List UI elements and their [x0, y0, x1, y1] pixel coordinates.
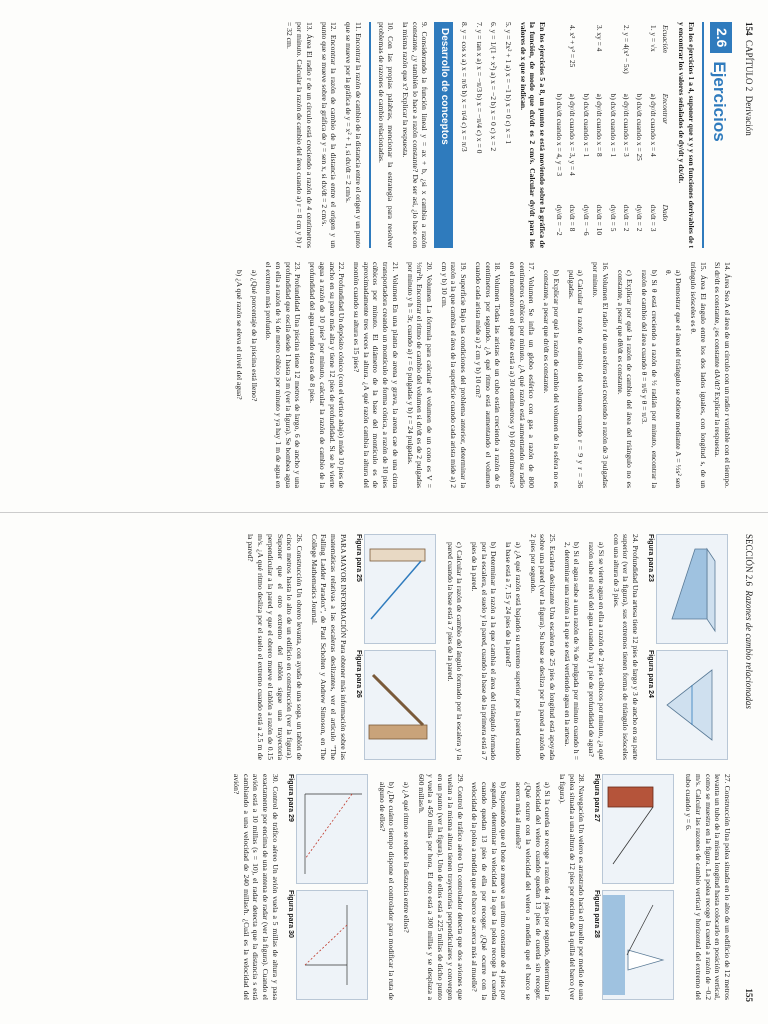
- exercise-27: 27. Construcción Una polea situada en lo alto de un edificio de 12 metros levanta un tubo de la misma longitud hasta colocarlo en posición vertical, como se muestra en la figura. La polea recoge la cuerda a razón de −0.2 m/s. Calcular las razones de cambio vertical y horizontal del extremo del tubo cuando y = 6.: [684, 774, 732, 1000]
- exercise-29b: b) ¿De cuánto tiempo dispone el controlador para modificar la ruta de alguno de ellos?: [377, 782, 397, 1000]
- pool-illustration: [657, 535, 727, 643]
- concepts-heading: Desarrollo de conceptos: [434, 22, 453, 248]
- table-cell: [606, 22, 619, 91]
- exercise-24b: b) Si el agua sube a una razón de ⅜ de pulgada por minuto cuando h = 2, determinar una razón a la que se está vertiendo agua en la artesa.: [562, 542, 582, 760]
- exercise-7: 7. y = tan x a) x = −π/3 b) x = −π/4 c) x = 0: [474, 22, 484, 154]
- table-cell: a) dy/dt cuando x = 4: [648, 93, 658, 157]
- exercise-16b: b) Explicar por qué la razón de cambio del volumen de la esfera no es constante, a pesar que dr/dt es constante.: [542, 270, 561, 488]
- exercise-17: 17. Volumen Se infla un globo esférico con gas a razón de 800 centímetros cúbicos por minuto. ¿A qué razón está aumentando su radio en el momento en el que éste está a a) 30 centímetros y b) 60 centímetros?: [508, 262, 537, 488]
- figures-25-26: [348, 534, 440, 760]
- figure-25-wrap: [348, 534, 440, 644]
- running-header-left: [744, 22, 754, 490]
- figure-23-wrap: [640, 534, 732, 644]
- exercise-10: 10. Con las propias palabras, mencionar la estrategia para resolver problemas de razones de cambio relacionadas.: [376, 22, 396, 248]
- table-cell: dx/dt = 8: [568, 204, 578, 232]
- table-cell: dy/dt = −6: [581, 204, 591, 236]
- table-cell: a) dy/dt cuando x = 3, y = 4: [568, 93, 578, 176]
- table-cell: dx/dt = 2: [622, 204, 632, 232]
- figure-27-wrap: [586, 774, 678, 884]
- column-right-1: [241, 534, 732, 760]
- exercise-21: 21. Volumen En una planta de arena y grava, la arena cae de una cinta transportadora creando un montículo de forma cónica, a razón de 10 pies cúbicos por minuto. El diámetro de la base del montículo es de aproximadamente tres veces la altura. ¿A qué razón cambia la altura del montón cuando su altura es 15 pies?: [352, 262, 400, 488]
- table-cell: 1. y = √x: [648, 25, 658, 52]
- figures-27-28: [586, 774, 678, 1000]
- table-header: Dado: [661, 204, 671, 222]
- table-row: [552, 22, 565, 248]
- section-title: Ejercicios: [709, 61, 729, 142]
- exercise-25: 25. Escalera deslizante Una escalera de 25 pies de longitud está apoyada sobre una pared (ver la figura). Su base se desliza por la pared a razón de 2 pies por segundo.: [528, 534, 558, 760]
- exercise-19: 19. Superficie Bajo las condiciones del problema anterior, determinar la razón a la que cambia el área de la superficie cuando cada arista mide a) 2 cm y b) 10 cm.: [439, 262, 469, 488]
- sailboat-illustration: [603, 891, 673, 999]
- figures-29-30: [280, 774, 372, 1000]
- exercise-28b: b) Suponiendo que el bote se mueve a un ritmo constante de 4 pies por segundo, determinar la velocidad a la que la polea recoge la cuerda cuando quedan 13 pies de ella por recoger. ¿Qué ocurre con la velocidad de la polea a medida que el barco se acerca más al muelle?: [470, 782, 509, 1000]
- table-cell: b) dx/dt cuando x = 1: [608, 93, 618, 158]
- air-traffic-illustration: [297, 775, 367, 883]
- section-label: SECCIÓN 2.6: [744, 534, 754, 587]
- figure-26-wrap: [348, 650, 440, 760]
- table-cell: dx/dt = 10: [595, 204, 605, 236]
- page-number: 154: [744, 22, 754, 36]
- exercise-30: 30. Control de tráfico aéreo Un avión vuela a 5 millas de altura y pasa exactamente por encima de una antena de radar (ver la figura). Cuando el avión está a 10 millas (s = 10), el radar detecta que la distancia s está cambiando a una velocidad de 240 millas/h. ¿Cuál es la velocidad del avión?: [231, 774, 280, 1000]
- pulley-illustration: [603, 775, 673, 883]
- table-header: Ecuación: [661, 25, 671, 53]
- plank-figure: [364, 650, 436, 760]
- exercise-24: 24. Profundidad Una artesa tiene 12 pies de largo y 3 de ancho en su parte superior (ver la figura), sus extremos tienen forma de triángulo isósceles con una altura de 3 pies.: [611, 534, 641, 760]
- table-cell: a) dy/dt cuando x = 3: [622, 93, 632, 157]
- exercise-28: 28. Navegación Un velero es arrastrado hacia el muelle por medio de una polea situada a una altura de 12 pies por encima de la quilla del barco (ver la figura).: [558, 774, 587, 1000]
- exercise-26: 26. Construcción Un obrero levanta, con ayuda de una soga, un tablón de cinco metros hasta lo alto de un edificio en construcción (ver la figura). Suponer que el otro extremo del tablón sigue una trayectoria perpendicular a la pared y que el obrero mueve el tablón a razón de 0.15 m/s. ¿A qué ritmo desliza por el suelo el extremo cuando está a 2.5 m de la pared?: [246, 534, 304, 760]
- trough-figure: [656, 650, 728, 760]
- exercise-15: 15. Área El ángulo entre los dos lados iguales, con longitud s, de un triángulo isósceles es θ.: [688, 262, 708, 488]
- column-left-2: [229, 262, 732, 488]
- exercise-25a: a) ¿A qué razón está bajando su extremo superior por la pared cuando la base está a 7, 15 y 24 pies de la pared?: [504, 542, 523, 760]
- pulley-figure: [602, 774, 674, 884]
- intro-text: En los ejercicios 1 a 4, suponer que x y y son funciones derivables de t y encontrar los valores señalados de dy/dt y dx/dt.: [677, 22, 696, 248]
- figure-29-wrap: [280, 774, 372, 884]
- exercise-29a: a) ¿A qué ritmo se reduce la distancia entre ellos?: [401, 782, 411, 933]
- section-divider: [702, 22, 704, 248]
- exercise-16a: a) Calcular la razón de cambio del volumen cuando r = 9 y r = 36 pulgadas.: [566, 270, 586, 488]
- concepts-divider: [369, 22, 371, 248]
- exercise-15a: a) Demostrar que el área del triángulo se obtiene mediante A = ½s² sen θ.: [664, 270, 684, 488]
- exercise-13: 13. Área El radio r de un círculo está creciendo a razón de 4 centímetros por minuto. Calcular la razón de cambio del área cuando a) r = 8 cm y b) r = 32 cm.: [285, 22, 314, 248]
- section-heading: [708, 22, 732, 248]
- table-row: [579, 22, 592, 248]
- chapter-label: CAPÍTULO 2: [744, 40, 754, 92]
- figure-24-wrap: [640, 650, 732, 760]
- table-cell: [552, 22, 565, 91]
- exercise-12: 12. Encontrar la razón de cambio de la distancia entre el origen y un punto que se mueve sobre la gráfica de y = sen x, si dx/dt = 2 cm/s.: [319, 22, 339, 248]
- exercise-8: 8. y = cos x a) x = π/6 b) x = π/4 c) x = π/3: [459, 22, 469, 152]
- table-cell: dx/dt = 3: [648, 204, 658, 232]
- intro-text-2: En los ejercicios 5 a 8, un punto se está moviendo sobre la gráfica de la función, de modo que dx/dt es 2 cm/s. Calcular dy/dt para los valores de x que se indican.: [518, 22, 548, 248]
- exercise-9: 9. Considerando la función lineal y = ax + b, ¿si x cambia a razón constante, ¿y también lo hace a razón constante? De ser así, ¿lo hace con la misma razón que x? Explicar la respuesta.: [400, 22, 430, 248]
- exercise-29: 29. Control de tráfico aéreo Un controlador detecta que dos aviones que vuelan a la misma altura tienen trayectorias perpendiculares y convergen en un punto (ver la figura). Uno de ellos está a 225 millas de dicho punto y vuela a 450 millas por hora. El otro está a 300 millas y se desplaza a 600 millas/h.: [416, 774, 465, 1000]
- table-row: [647, 22, 660, 248]
- exercise-24a: a) Si se vierte agua en ella a razón de 2 pies cúbicos por minuto, ¿a qué razón sube el nivel del agua cuando hay 1 pie de profundidad de agua?: [587, 542, 606, 760]
- figure-caption: Figura para 23: [647, 534, 654, 582]
- table-row: [620, 22, 633, 248]
- column-left-1: [280, 22, 732, 248]
- radar-illustration: [297, 891, 367, 999]
- table-cell: [579, 22, 592, 91]
- running-header-right: [744, 534, 754, 1002]
- exercise-25b: b) Determinar la razón a la que cambia el área del triángulo formado por la escalera, el suelo y la pared, cuando la base de la primera está a 7 pies de la pared.: [469, 542, 499, 761]
- table-cell: dy/dt = −2: [554, 204, 564, 236]
- exercise-23b: b) ¿A qué razón se eleva el nivel del agua?: [234, 270, 244, 400]
- table-cell: dy/dt = 2: [635, 204, 645, 232]
- exercise-11: 11. Encontrar la razón de cambio de la distancia entre el origen y un punto que se mueve por la gráfica de y = x² + 1, si dx/dt = 2 cm/s.: [344, 22, 363, 248]
- figure-30-wrap: [280, 890, 372, 1000]
- table-cell: b) dx/dt cuando x = 25: [635, 93, 645, 161]
- figure-caption: Figura para 25: [354, 534, 362, 582]
- ladder-figure: [364, 534, 436, 644]
- plank-illustration: [365, 651, 435, 759]
- table-row: [606, 22, 619, 248]
- figure-caption: Figura para 29: [286, 774, 294, 822]
- table-cell: [633, 22, 646, 91]
- chapter-title: Derivación: [744, 95, 754, 136]
- page-number: 155: [744, 988, 754, 1002]
- figure-caption: Figura para 26: [354, 650, 362, 698]
- figure-caption: Figura para 27: [593, 774, 601, 822]
- table-cell: 3. xy = 4: [595, 25, 605, 52]
- exercise-5: 5. y = 2x² + 1 a) x = −1 b) x = 0 c) x = 1: [504, 22, 514, 145]
- table-row: [633, 22, 646, 248]
- table-cell: dy/dt = 5: [608, 204, 618, 232]
- ladder-illustration: [365, 535, 435, 643]
- exercise-16: 16. Volumen El radio r de una esfera está creciendo a razón de 3 pulgadas por minuto.: [591, 262, 610, 488]
- figure-caption: Figura para 24: [647, 650, 654, 698]
- table-cell: 2. y = 4(x² − 5x): [622, 25, 632, 74]
- exercise-20: 20. Volumen La fórmula para calcular el volumen de un cono es V = ⅓πr²h. Encontrar el ritmo de cambio del volumen si dr/dt es de 2 pulgadas por minuto y h = 3r, cuando a) r = 6 pulgadas y b) r = 24 pulgadas.: [405, 262, 435, 488]
- exercise-table: [552, 22, 671, 248]
- exercise-23a: a) ¿Qué porcentaje de la piscina está lleno?: [249, 270, 259, 402]
- exercise-18: 18. Volumen Todas las aristas de un cubo están creciendo a razón de 6 centímetros por segundo. ¿A qué ritmo está aumentando el volumen cuando cada arista mide a) 2 cm y b) 10 cm?: [473, 262, 503, 488]
- pool-figure: [656, 534, 728, 644]
- figure-caption: Figura para 28: [593, 890, 601, 938]
- figure-caption: Figura para 30: [286, 890, 294, 938]
- figures-23-24: [640, 534, 732, 760]
- table-row: [593, 22, 606, 248]
- exercise-25c: c) Calcular la razón de cambio del ángulo formado por la escalera y la pared cuando la base está a 7 pies de la pared.: [445, 542, 465, 760]
- page-155: [0, 512, 768, 1024]
- table-cell: b) dx/dt cuando x = 1: [581, 93, 591, 158]
- table-row: [566, 22, 579, 248]
- sailboat-figure: [602, 890, 674, 1000]
- section-running-title: Razones de cambio relacionadas: [744, 590, 754, 709]
- table-header: Encontrar: [661, 93, 671, 125]
- more-info-note: PARA MAYOR INFORMACIÓN Para obtener más información sobre las matemáticas relativas a las escaleras deslizantes, ver el artículo "The Falling Ladder Paradox", de Paul Scholten y Andrew Simoson, en The College Mathematics Journal.: [309, 534, 348, 760]
- radar-figure: [296, 890, 368, 1000]
- air-traffic-figure: [296, 774, 368, 884]
- exercise-14: 14. Área Sea A el área de un círculo con un radio r variable con el tiempo. Si dr/dt es constante, ¿es constante dA/dt? Explicar la respuesta.: [713, 262, 732, 488]
- exercise-23: 23. Profundidad Una piscina tiene 12 metros de largo, 6 de ancho y una profundidad que oscila desde 1 hasta 3 m (ver la figura). Se bombea agua en ella a razón de ¼ de metro cúbico por minuto y ya hay 1 m de agua en el extremo más profundo.: [264, 262, 303, 488]
- exercise-15b: b) Si θ está creciendo a razón de ½ radián por minuto, encontrar la razón de cambio del área cuando θ = π/6 y θ = π/3.: [639, 270, 659, 488]
- table-cell: b) dx/dt cuando x = 4, y = 3: [554, 93, 564, 177]
- trough-illustration: [657, 651, 727, 759]
- column-right-2: [226, 774, 732, 1000]
- figure-28-wrap: [586, 890, 678, 1000]
- exercise-6: 6. y = 1/(1 + x²) a) x = −2 b) x = 0 c) x = 2: [489, 22, 499, 152]
- exercise-15c: c) Explicar por qué la razón de cambio del área del triángulo no es constante, a pesar que dθ/dt es constante.: [615, 270, 635, 488]
- exercise-28a: a) Si la cuerda se recoge a razón de 4 pies por segundo, determinar la velocidad del velero cuando quedan 13 pies de cuerda sin recoger. ¿Qué ocurre con la velocidad del velero a medida que el barco se acerca más al muelle?: [514, 782, 553, 1000]
- table-cell: a) dy/dt cuando x = 8: [595, 93, 605, 157]
- table-cell: 4. x² + y² = 25: [568, 25, 578, 68]
- section-badge: 2.6: [710, 22, 732, 53]
- exercise-22: 22. Profundidad Un depósito cónico (con el vértice abajo) mide 10 pies de ancho en su parte más alta y tiene 12 pies de profundidad. Si se le vierte agua a razón de 10 pies³ por minuto, calcular la razón de cambio de la profundidad del agua cuando ésta es de 8 pies.: [308, 262, 347, 488]
